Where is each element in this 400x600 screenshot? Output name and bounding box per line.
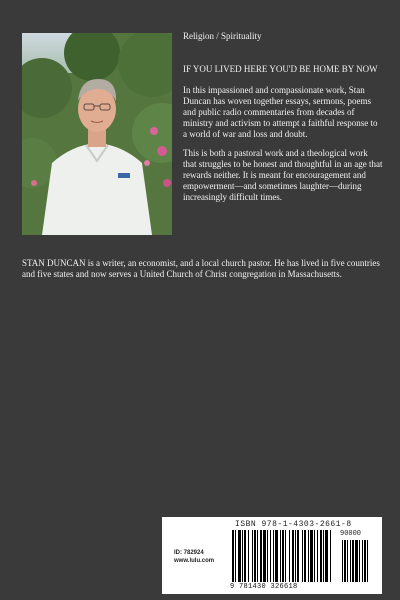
author-bio: STAN DUNCAN is a writer, an economist, and a local church pastor. He has lived in five countries and five states and now serves a United Church of Christ congregation in Massachusetts. bbox=[22, 258, 380, 279]
author-photo bbox=[22, 33, 172, 235]
category-label: Religion / Spirituality bbox=[183, 31, 262, 41]
lulu-id-number: ID: 782924 bbox=[174, 550, 204, 556]
price-code: 90000 bbox=[340, 530, 362, 538]
book-title: IF YOU LIVED HERE YOU'D BE HOME BY NOW bbox=[183, 64, 378, 74]
cover-text-column bbox=[183, 31, 383, 211]
isbn-label: ISBN 978-1-4303-2661-8 bbox=[235, 520, 352, 529]
barcode-digits: 9 781430 326618 bbox=[230, 583, 298, 591]
description-paragraph-2: This is both a pastoral work and a theological work that struggles to be honest and thoughtful in an age that rewards neither. It is meant for encouragement and empowerment—and sometimes laughter—during increasingly difficult times. bbox=[183, 148, 383, 202]
barcode-box bbox=[162, 517, 382, 594]
description-paragraph-1: In this impassioned and compassionate work, Stan Duncan has woven together essays, sermons, poems and public radio commentaries from decades of ministry and activism to attempt a faithful response to a world of war and loss and doubt. bbox=[183, 85, 378, 139]
lulu-id bbox=[174, 549, 214, 565]
barcode-bars bbox=[232, 530, 372, 584]
lulu-site: www.lulu.com bbox=[174, 558, 215, 564]
